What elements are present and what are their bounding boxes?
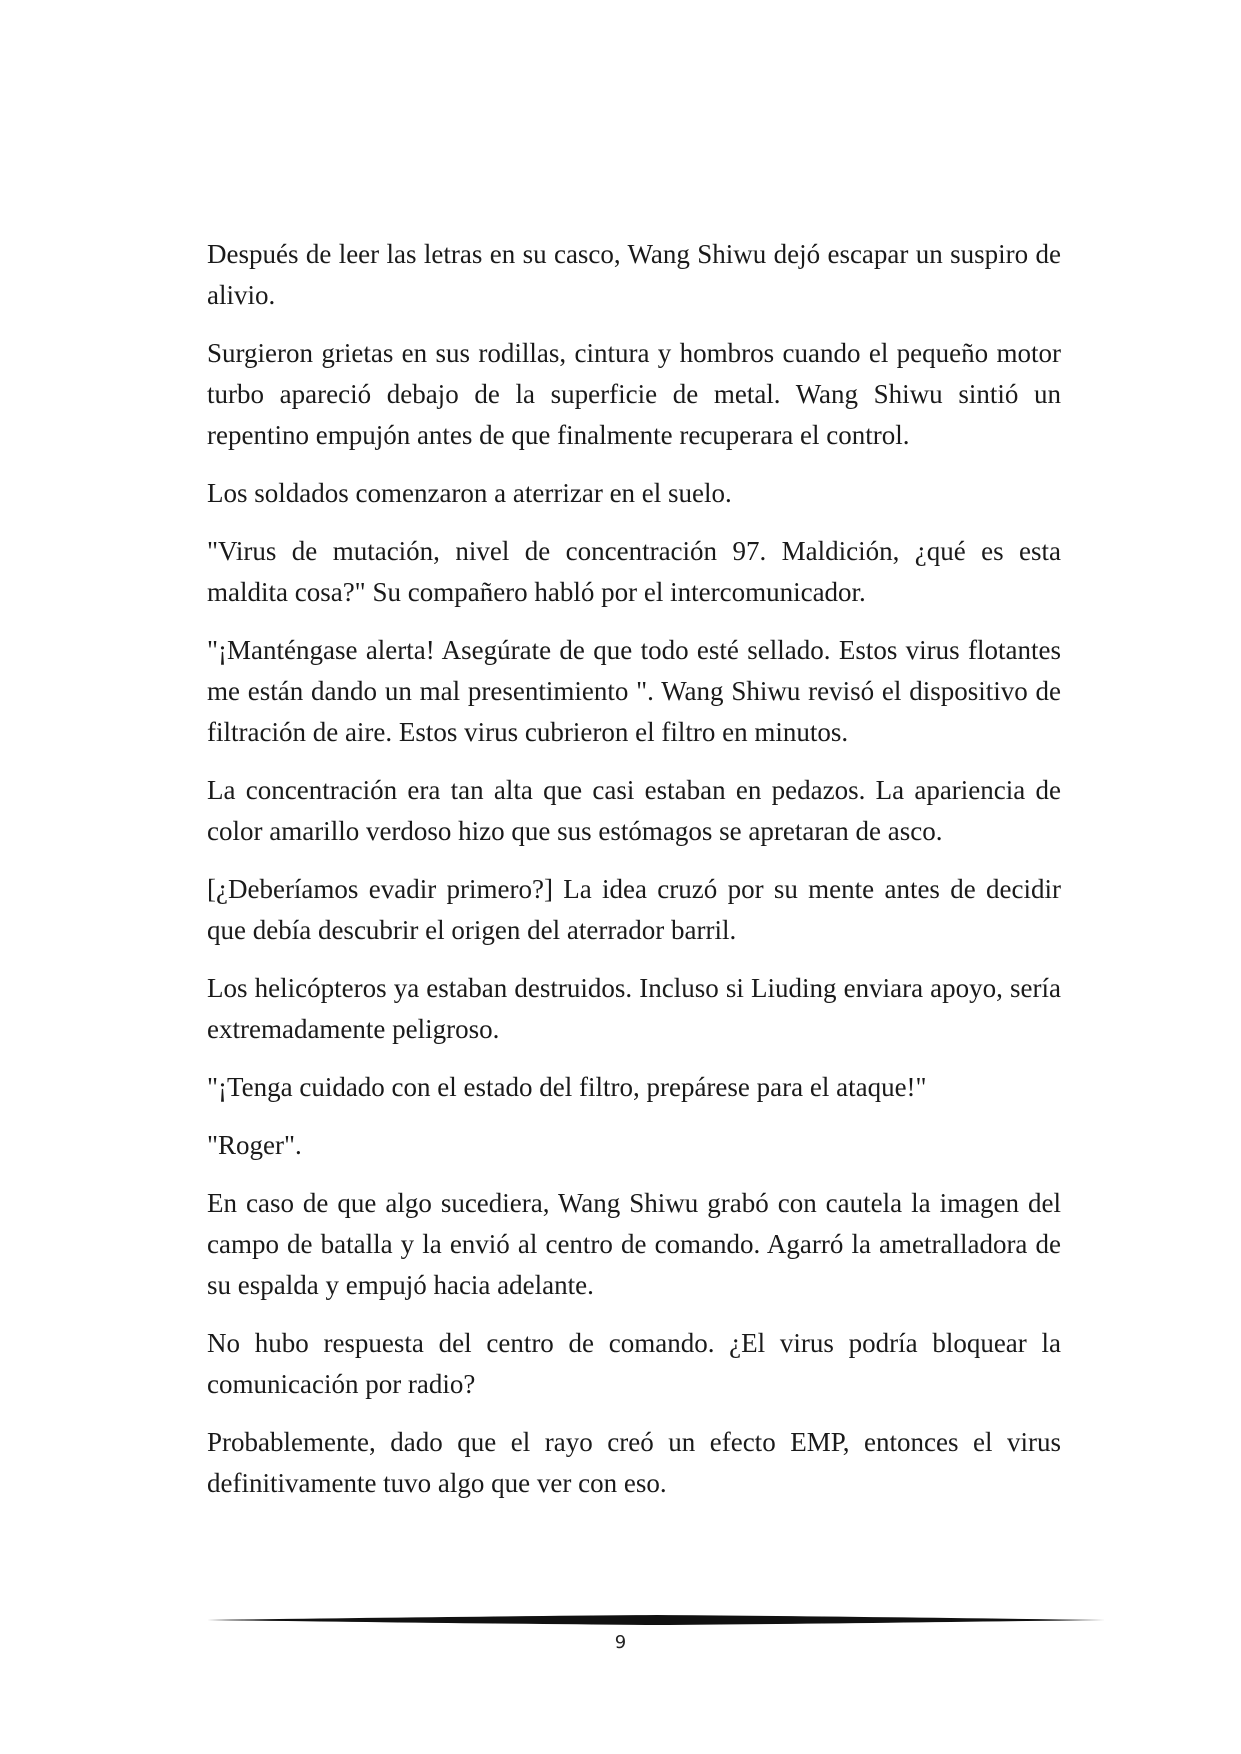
paragraph-12: No hubo respuesta del centro de comando. ¿El virus podría bloquear la comunicación por radio? (207, 1328, 1061, 1399)
paragraph-1: Después de leer las letras en su casco, Wang Shiwu dejó escapar un suspiro de alivio. (207, 239, 1061, 310)
paragraph-3: Los soldados comenzaron a aterrizar en el suelo. (207, 478, 732, 508)
paragraph-6: La concentración era tan alta que casi estaban en pedazos. La apariencia de color amarillo verdoso hizo que sus estómagos se apretaran de asco. (207, 775, 1061, 846)
paragraph-13: Probablemente, dado que el rayo creó un efecto EMP, entonces el virus definitivamente tuvo algo que ver con eso. (207, 1427, 1061, 1498)
page-number: 9 (614, 1632, 627, 1653)
paragraph-7: [¿Deberíamos evadir primero?] La idea cruzó por su mente antes de decidir que debía descubrir el origen del aterrador barril. (207, 874, 1061, 945)
paragraph-10: "Roger". (207, 1130, 302, 1160)
paragraph-11: En caso de que algo sucediera, Wang Shiwu grabó con cautela la imagen del campo de batalla y la envió al centro de comando. Agarró la ametralladora de su espalda y empujó hacia adelante. (207, 1188, 1061, 1300)
paragraph-5: "¡Manténgase alerta! Asegúrate de que todo esté sellado. Estos virus flotantes me están dando un mal presentimiento ". Wang Shiwu revisó el dispositivo de filtración de aire. Estos virus cubrieron el filtro en minutos. (207, 635, 1061, 747)
paragraph-8: Los helicópteros ya estaban destruidos. Incluso si Liuding enviara apoyo, sería extremadamente peligroso. (207, 973, 1061, 1044)
paragraph-9: "¡Tenga cuidado con el estado del filtro, prepárese para el ataque!" (207, 1072, 927, 1102)
paragraph-4: "Virus de mutación, nivel de concentración 97. Maldición, ¿qué es esta maldita cosa?" Su compañero habló por el intercomunicador. (207, 536, 1061, 607)
paragraph-2: Surgieron grietas en sus rodillas, cintura y hombros cuando el pequeño motor turbo apareció debajo de la superficie de metal. Wang Shiwu sintió un repentino empujón antes de que finalmente recuperara el control. (207, 338, 1061, 450)
body-text (207, 234, 1061, 1521)
footer-divider (207, 1614, 1105, 1626)
